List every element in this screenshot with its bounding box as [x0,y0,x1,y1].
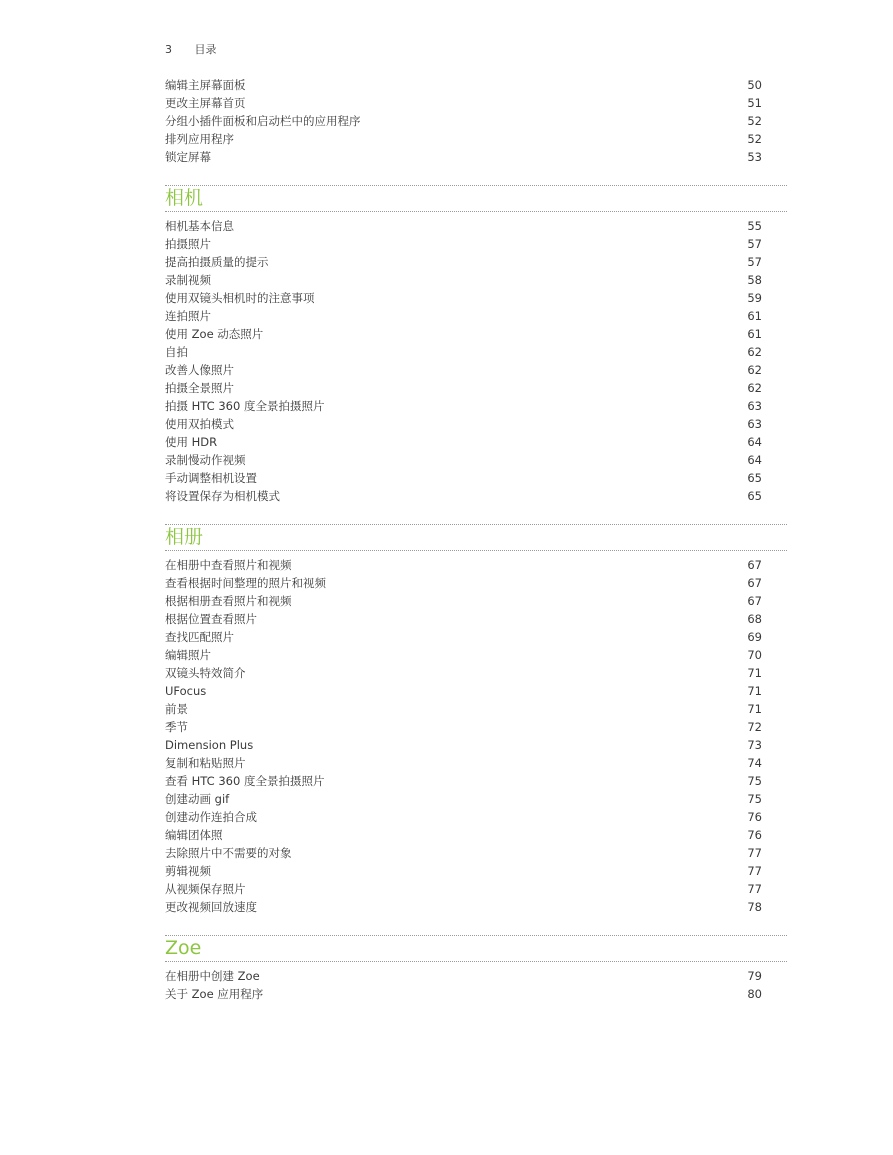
toc-entry-page: 62 [747,363,762,377]
toc-entry[interactable] [165,76,787,94]
toc-entry-label: 使用 Zoe 动态照片 [165,327,264,341]
toc-entry-label: 排列应用程序 [165,132,234,146]
page-title: 目录 [194,43,217,56]
toc-entry-page: 63 [747,399,762,413]
toc-entry-label: 相机基本信息 [165,219,234,233]
section-title[interactable]: 相册 [165,526,204,548]
toc-entry-page: 70 [747,648,762,662]
toc-entry[interactable] [165,574,787,592]
toc-entry-label: 查看根据时间整理的照片和视频 [165,576,326,590]
toc-entry-label: 编辑主屏幕面板 [165,78,246,92]
toc-entry[interactable] [165,487,787,505]
page-number: 3 [165,43,172,56]
section-title[interactable]: 相机 [165,187,204,209]
toc-entry[interactable] [165,646,787,664]
toc-entry-page: 74 [747,756,762,770]
toc-entry-page: 59 [747,291,762,305]
toc-entry-page: 58 [747,273,762,287]
toc-entry-page: 79 [747,969,762,983]
toc-entry[interactable] [165,289,787,307]
toc-entry-label: 去除照片中不需要的对象 [165,846,292,860]
toc-entry-label: 在相册中查看照片和视频 [165,558,292,572]
toc-entry[interactable] [165,592,787,610]
toc-entry-page: 57 [747,237,762,251]
toc-entry[interactable] [165,718,787,736]
toc-entry[interactable] [165,790,787,808]
toc-entry-page: 69 [747,630,762,644]
section-title[interactable]: Zoe [165,937,202,959]
toc-entry[interactable] [165,772,787,790]
toc-entry-page: 77 [747,846,762,860]
toc-entry-page: 52 [747,114,762,128]
toc-entry-page: 67 [747,558,762,572]
toc-entry[interactable] [165,880,787,898]
toc-entry-page: 65 [747,471,762,485]
toc-entry[interactable] [165,130,787,148]
toc-entry[interactable] [165,985,787,1003]
toc-entry[interactable] [165,307,787,325]
toc-entry-page: 77 [747,864,762,878]
toc-entry-page: 76 [747,828,762,842]
toc-entry-label: 改善人像照片 [165,363,234,377]
toc-entry-label: 自拍 [165,345,188,359]
toc-entry[interactable] [165,700,787,718]
toc-entry-page: 62 [747,381,762,395]
toc-entry-page: 50 [747,78,762,92]
toc-entry-page: 80 [747,987,762,1001]
toc-entry-page: 52 [747,132,762,146]
toc-entry-label: 更改主屏幕首页 [165,96,246,110]
toc-entry-label: 创建动作连拍合成 [165,810,257,824]
toc-entry-page: 72 [747,720,762,734]
section-heading [165,935,787,962]
toc-entry[interactable] [165,112,787,130]
toc-entry[interactable] [165,898,787,916]
toc-entry[interactable] [165,967,787,985]
toc-entry-page: 71 [747,666,762,680]
toc-entry-page: 71 [747,684,762,698]
toc-entry-page: 55 [747,219,762,233]
toc-entry-label: 锁定屏幕 [165,150,211,164]
toc-entry[interactable] [165,94,787,112]
toc-entry[interactable] [165,271,787,289]
toc-entry-label: 剪辑视频 [165,864,211,878]
toc-entry-label: 前景 [165,702,188,716]
toc-entry-label: 在相册中创建 Zoe [165,969,260,983]
toc-entry-label: 从视频保存照片 [165,882,246,896]
toc-entry-page: 65 [747,489,762,503]
toc-entry[interactable] [165,844,787,862]
toc-entry-label: 拍摄 HTC 360 度全景拍摄照片 [165,399,325,413]
toc-entry[interactable] [165,235,787,253]
toc-entry-page: 76 [747,810,762,824]
toc-entry-label: 连拍照片 [165,309,211,323]
toc-entry[interactable] [165,808,787,826]
toc-entry-label: 季节 [165,720,188,734]
toc-entry-page: 78 [747,900,762,914]
toc-entry-label: 根据相册查看照片和视频 [165,594,292,608]
toc-entry-label: UFocus [165,684,207,698]
toc-entry-label: 查找匹配照片 [165,630,234,644]
toc-entry[interactable] [165,754,787,772]
toc-entry-page: 75 [747,792,762,806]
toc-entry[interactable] [165,415,787,433]
toc-entry[interactable] [165,862,787,880]
toc-entry-page: 61 [747,327,762,341]
toc-entry-page: 73 [747,738,762,752]
toc-entry[interactable] [165,451,787,469]
toc-entry[interactable] [165,325,787,343]
section-heading [165,524,787,551]
toc-entry[interactable] [165,217,787,235]
toc-entry-label: 拍摄照片 [165,237,211,251]
toc-entry-page: 64 [747,453,762,467]
section-heading [165,185,787,212]
toc-entry-label: 更改视频回放速度 [165,900,257,914]
toc-entry-label: 使用双镜头相机时的注意事项 [165,291,315,305]
toc-entry[interactable] [165,736,787,754]
toc-entry-label: 查看 HTC 360 度全景拍摄照片 [165,774,325,788]
toc-entry[interactable] [165,379,787,397]
toc-entry-label: 拍摄全景照片 [165,381,234,395]
toc-entry-label: 编辑照片 [165,648,211,662]
table-of-contents [165,76,787,1003]
toc-entry-label: Dimension Plus [165,738,254,752]
toc-entry-label: 手动调整相机设置 [165,471,257,485]
toc-entry[interactable] [165,664,787,682]
toc-entry-page: 57 [747,255,762,269]
toc-entry-label: 提高拍摄质量的提示 [165,255,269,269]
toc-entry-label: 编辑团体照 [165,828,223,842]
toc-entry-label: 将设置保存为相机模式 [165,489,280,503]
toc-entry-page: 75 [747,774,762,788]
page-header [165,41,217,57]
toc-entry[interactable] [165,148,787,166]
toc-entry[interactable] [165,469,787,487]
toc-entry-page: 71 [747,702,762,716]
toc-entry-page: 67 [747,594,762,608]
toc-entry-page: 51 [747,96,762,110]
toc-entry-page: 53 [747,150,762,164]
toc-entry[interactable] [165,343,787,361]
toc-entry-label: 录制慢动作视频 [165,453,246,467]
toc-entry-label: 录制视频 [165,273,211,287]
toc-entry[interactable] [165,556,787,574]
toc-entry-label: 使用双拍模式 [165,417,234,431]
toc-entry-page: 63 [747,417,762,431]
toc-entry-page: 61 [747,309,762,323]
toc-entry-page: 62 [747,345,762,359]
toc-entry[interactable] [165,826,787,844]
toc-entry-page: 64 [747,435,762,449]
toc-entry-label: 复制和粘贴照片 [165,756,246,770]
toc-entry-page: 67 [747,576,762,590]
toc-entry[interactable] [165,610,787,628]
toc-entry[interactable] [165,253,787,271]
toc-entry-label: 使用 HDR [165,435,218,449]
toc-entry-label: 关于 Zoe 应用程序 [165,987,264,1001]
toc-entry[interactable] [165,628,787,646]
toc-entry[interactable] [165,682,787,700]
toc-entry[interactable] [165,433,787,451]
toc-entry-page: 77 [747,882,762,896]
toc-entry-page: 68 [747,612,762,626]
toc-entry[interactable] [165,361,787,379]
toc-entry-label: 分组小插件面板和启动栏中的应用程序 [165,114,361,128]
toc-entry-label: 双镜头特效简介 [165,666,246,680]
toc-entry-label: 根据位置查看照片 [165,612,257,626]
toc-entry[interactable] [165,397,787,415]
toc-entry-label: 创建动画 gif [165,792,230,806]
